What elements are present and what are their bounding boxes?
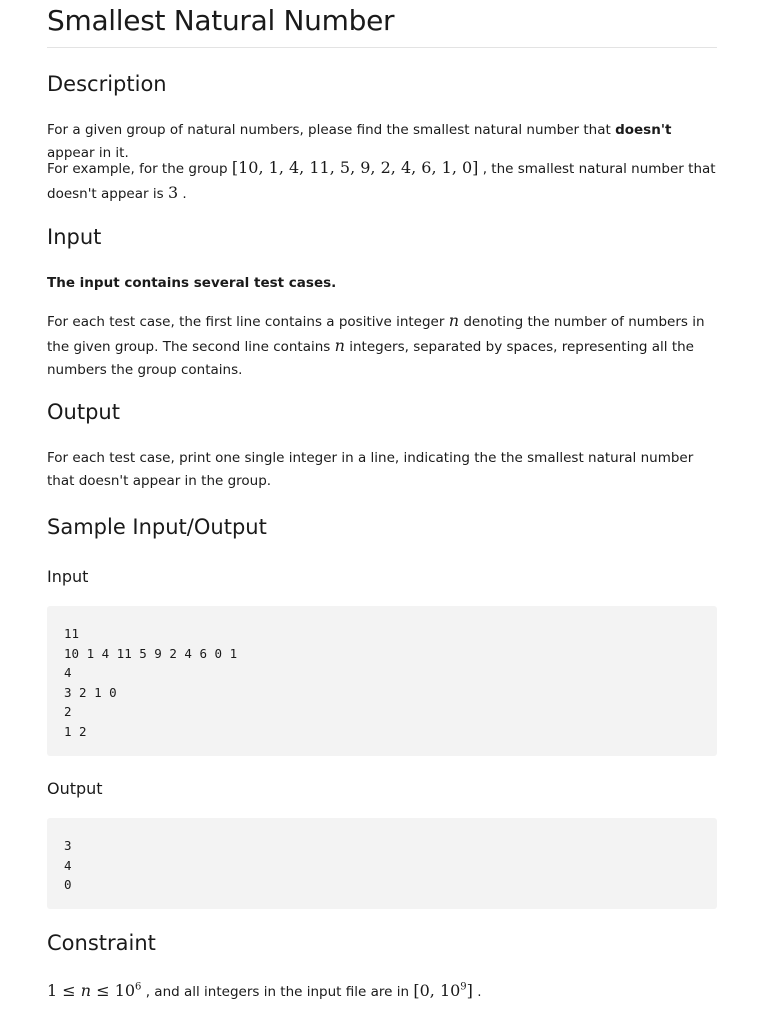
constraint-text-end: . xyxy=(472,984,482,1000)
description-heading: Description xyxy=(47,72,167,96)
title-divider xyxy=(47,47,717,48)
input-var-n-math-2: n xyxy=(334,336,345,355)
example-answer-math: 3 xyxy=(167,183,179,202)
constraint-math-le: ≤ xyxy=(62,981,76,1000)
input-bold-text: The input contains several test cases. xyxy=(47,275,337,291)
constraint-math-n: n xyxy=(80,981,92,1000)
constraint-math-base: 10 xyxy=(114,981,136,1000)
output-heading: Output xyxy=(47,400,120,424)
sample-input-code: 11 10 1 4 11 5 9 2 4 6 0 1 4 3 2 1 0 2 1 2 xyxy=(64,626,238,739)
input-heading: Input xyxy=(47,225,102,249)
input-paragraph xyxy=(47,309,717,382)
example-text-mid: , the smallest natural number that doesn't appear is xyxy=(47,161,716,202)
constraint-range-close: ] xyxy=(466,981,473,1000)
input-var-n-math: n xyxy=(448,311,460,330)
description-paragraph-2 xyxy=(47,156,717,206)
sample-output-label: Output xyxy=(47,779,103,798)
description-bold-text: doesn't xyxy=(615,122,672,138)
sample-output-code: 3 4 0 xyxy=(64,838,72,893)
description-text: For a given group of natural numbers, please find the smallest natural number that xyxy=(47,122,616,138)
constraint-math-exponent: 6 xyxy=(135,981,142,993)
constraint-range-open: [0, 10 xyxy=(413,981,461,1000)
example-text: For example, for the group xyxy=(47,161,232,177)
input-text-3: integers, separated by spaces, representing all the numbers the group contains. xyxy=(47,339,694,378)
sample-input-codeblock xyxy=(47,606,717,756)
constraint-heading: Constraint xyxy=(47,931,156,955)
output-paragraph: For each test case, print one single integer in a line, indicating the the smallest natural number that doesn't appear in the group. xyxy=(47,450,694,489)
constraint-paragraph xyxy=(47,979,717,1004)
example-group-math: [10, 1, 4, 11, 5, 9, 2, 4, 6, 1, 0] xyxy=(231,158,479,177)
constraint-range-math xyxy=(413,981,473,1000)
page-title: Smallest Natural Number xyxy=(47,4,395,37)
constraint-math xyxy=(47,981,141,1000)
sample-heading: Sample Input/Output xyxy=(47,515,267,539)
input-text-2: denoting the number of numbers in the given group. The second line contains xyxy=(47,314,705,355)
sample-output-codeblock xyxy=(47,818,717,909)
input-text-1: For each test case, the first line contains a positive integer xyxy=(47,314,449,330)
sample-input-label: Input xyxy=(47,567,89,586)
example-text-end: . xyxy=(178,186,187,202)
constraint-text: , and all integers in the input file are in xyxy=(141,984,414,1000)
input-bold-note xyxy=(47,272,717,295)
constraint-math-one: 1 xyxy=(47,981,58,1000)
constraint-math-le-2: ≤ xyxy=(96,981,110,1000)
description-text-end: appear in it. xyxy=(47,145,129,161)
constraint-range-exponent: 9 xyxy=(460,981,467,993)
